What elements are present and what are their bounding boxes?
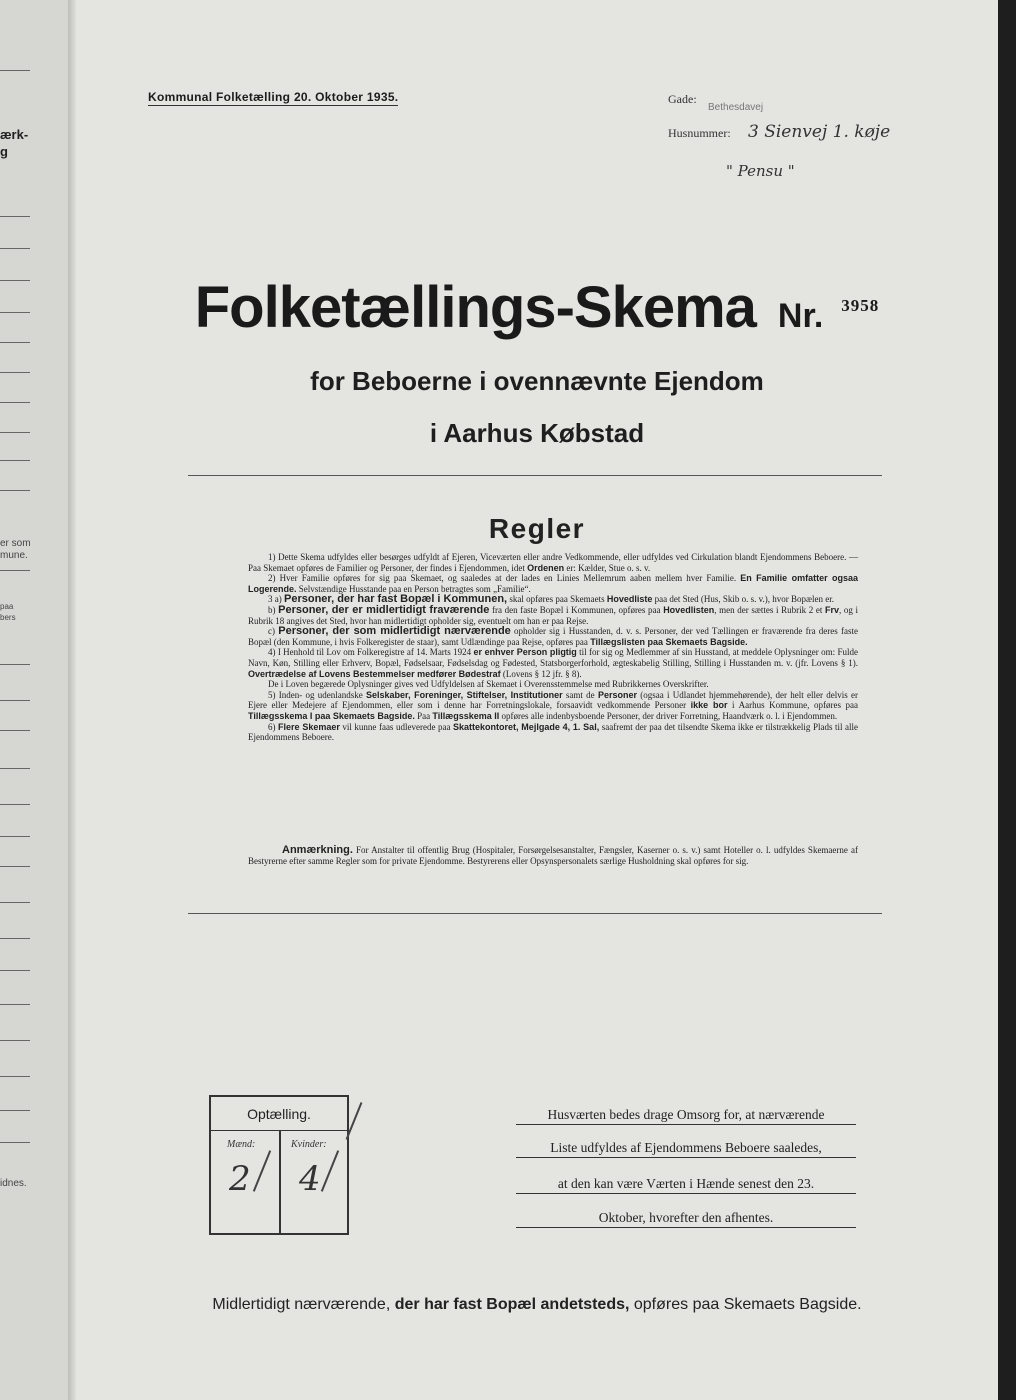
notice-line: Oktober, hvorefter den afhentes. <box>516 1210 856 1228</box>
left-rule <box>0 280 30 281</box>
form-number: 3958 <box>841 296 880 315</box>
check-mark <box>253 1150 271 1192</box>
left-rule <box>0 970 30 971</box>
left-rule <box>0 570 30 571</box>
left-rule <box>0 1040 30 1041</box>
left-rule <box>0 248 30 249</box>
left-rule <box>0 730 30 731</box>
house-number-handwriting-2: " Pensu " <box>726 162 795 180</box>
form-title-main: Folketællings-Skema <box>194 275 756 340</box>
left-fragment-text: bers <box>0 613 16 622</box>
left-rule <box>0 402 30 403</box>
remark-text: For Anstalter til offentlig Brug (Hospitaler, Forsørgelsesanstalter, Fængsler, Kaserner o. s. v.) samt Hoteller o. l. udfyldes Skemaerne af Bestyrerne efter samme Regler som for private Ejendomme. Bestyrerens eller Opsynspersonalets særlige Husholdning skal opføres for sig. <box>248 845 858 866</box>
rule-2: 2) Hver Familie opføres for sig paa Skemaet, og saaledes at der lades en Linies Mellemrum aaben mellem hver Familie. En Familie omfatter ogsaa Logerende. Selvstændige Husstande paa en Person betragtes som „Familie“. <box>248 573 858 594</box>
form-nr-label: Nr. <box>777 297 824 335</box>
rule-3c: c) Personer, der som midlertidigt nærværende opholder sig i Husstanden, d. v. s. Personer, der ved Tællingen er fraværende fra deres faste Bopæl (den Kommune, i hvis Folkeregister de staar), samt Udlændinge paa Rejse, opføres paa Tillægslisten paa Skemaets Bagside. <box>248 625 859 647</box>
left-rule <box>0 70 30 71</box>
divider <box>188 913 882 914</box>
left-rule <box>0 836 30 837</box>
count-divider <box>279 1131 281 1233</box>
left-page-fragment <box>0 0 70 1400</box>
house-number-handwriting: 3 Sienvej 1. køje <box>748 122 891 142</box>
rule-6: 6) Flere Skemaer vil kunne faas udleverede paa Skattekontoret, Mejlgade 4, 1. Sal, saafremt der paa det tilsendte Skema ikke er tilstrækkelig Plads til alle Ejendommens Beboere. <box>248 721 859 743</box>
count-heading: Optælling. <box>211 1097 347 1131</box>
notice-line: Liste udfyldes af Ejendommens Beboere saaledes, <box>516 1140 856 1158</box>
form-title <box>76 274 998 341</box>
left-fragment-text: mune. <box>0 550 28 561</box>
rule-4-continued: De i Loven begærede Oplysninger gives ved Udfyldelsen af Skemaet i Overensstemmelse med Rubrikkernes Overskrifter. <box>268 679 709 690</box>
left-rule <box>0 490 30 491</box>
rule-3a: 3 a) Personer, der har fast Bopæl i Kommunen, skal opføres paa Skemaets Hovedliste paa det Sted (Hus, Skib o. s. v.), hvor Bopælen er. <box>268 593 835 606</box>
form-subtitle-city: i Aarhus Købstad <box>429 418 645 448</box>
left-rule <box>0 700 30 701</box>
footer-instruction: Midlertidigt nærværende, der har fast Bopæl andetsteds, opføres paa Skemaets Bagside. <box>212 1296 862 1313</box>
check-mark <box>346 1102 363 1140</box>
left-fragment-text: ærk- <box>0 127 29 142</box>
rule-4: 4) I Henhold til Lov om Folkeregistre af 14. Marts 1924 er enhver Person pligtig til for sig og Medlemmer af sin Husstand, at meddele Oplysninger om: Fulde Navn, Køn, Stilling eller Erhverv, Bopæl, Fødselsaar, Fødselsdag og Fødested, Statsborgerforhold, ægteskabelig Stilling, Stilling i Husstanden m. v. (jfr. Lovens § 1). Overtrædelse af Lovens Bestemmelser medfører Bødestraf (Lovens § 12 jfr. § 8). <box>248 647 858 679</box>
rules-heading: Regler <box>488 513 586 544</box>
census-date-line: Kommunal Folketælling 20. Oktober 1935. <box>148 90 399 104</box>
left-rule <box>0 1076 30 1077</box>
men-label: Mænd: <box>227 1139 256 1150</box>
rule-3b: b) Personer, der er midlertidigt fraværende fra den faste Bopæl i Kommunen, opføres paa Hovedlisten, men der sættes i Rubrik 2 et Frv, og i Rubrik 18 angives det Sted, hvor han midlertidigt opholder sig, eventuelt om han er paa Rejse. <box>248 603 858 626</box>
left-fragment-text: g <box>0 144 8 159</box>
notice-line: at den kan være Værten i Hænde senest den 23. <box>516 1176 856 1194</box>
left-rule <box>0 938 30 939</box>
divider <box>188 475 882 476</box>
house-number-label: Husnummer: <box>668 126 731 140</box>
scan-border <box>998 0 1016 1400</box>
left-rule <box>0 432 30 433</box>
notice-line: Husværten bedes drage Omsorg for, at nærværende <box>516 1107 856 1125</box>
men-count: 2 <box>229 1159 251 1199</box>
rules-text <box>248 552 858 743</box>
left-rule <box>0 216 30 217</box>
left-rule <box>0 902 30 903</box>
left-rule <box>0 804 30 805</box>
remark-lead: Anmærkning. <box>282 844 353 856</box>
street-value: Bethesdavej <box>708 102 764 113</box>
left-fragment-text: er som <box>0 538 31 549</box>
rule-5: 5) Inden- og udenlandske Selskaber, Foreninger, Stiftelser, Institutioner samt de Personer (ogsaa i Udlandet hjemmehørende), der helt eller delvis er Ejere eller Medejere af Ejendommen, eller som i denne har Forretningslokale, forsaavidt vedkommende Personer ikke bor i Aarhus Kommune, opføres paa Tillægsskema I paa Skemaets Bagside. Paa Tillægsskema II opføres alle indenbysboende Personer, der driver Forretning, Haandværk o. l. i Ejendommen. <box>248 689 859 721</box>
women-count: 4 <box>299 1159 321 1199</box>
rule-1: 1) Dette Skema udfyldes eller besørges udfyldt af Ejeren, Viceværten eller andre Vedkommende, eller udfyldes ved Cirkulation blandt Ejendommens Beboere. — Paa Skemaet opføres de Familier og Personer, der findes i Ejendommen, idet Ordenen er: Kælder, Stue o. s. v. <box>248 552 858 573</box>
left-rule <box>0 460 30 461</box>
street-label: Gade: <box>668 92 697 106</box>
left-rule <box>0 1004 30 1005</box>
form-subtitle: for Beboerne i ovennævnte Ejendom <box>310 366 764 396</box>
remark-note <box>248 845 858 867</box>
left-rule <box>0 1110 30 1111</box>
women-label: Kvinder: <box>291 1139 327 1150</box>
left-rule <box>0 312 30 313</box>
check-mark <box>321 1150 339 1192</box>
count-box <box>209 1095 349 1235</box>
left-rule <box>0 866 30 867</box>
left-rule <box>0 372 30 373</box>
left-rule <box>0 1142 30 1143</box>
left-fragment-text: idnes. <box>0 1178 27 1189</box>
left-rule <box>0 342 30 343</box>
left-fragment-text: paa <box>0 602 14 611</box>
left-rule <box>0 768 30 769</box>
left-rule <box>0 664 30 665</box>
census-form-sheet <box>76 0 998 1400</box>
